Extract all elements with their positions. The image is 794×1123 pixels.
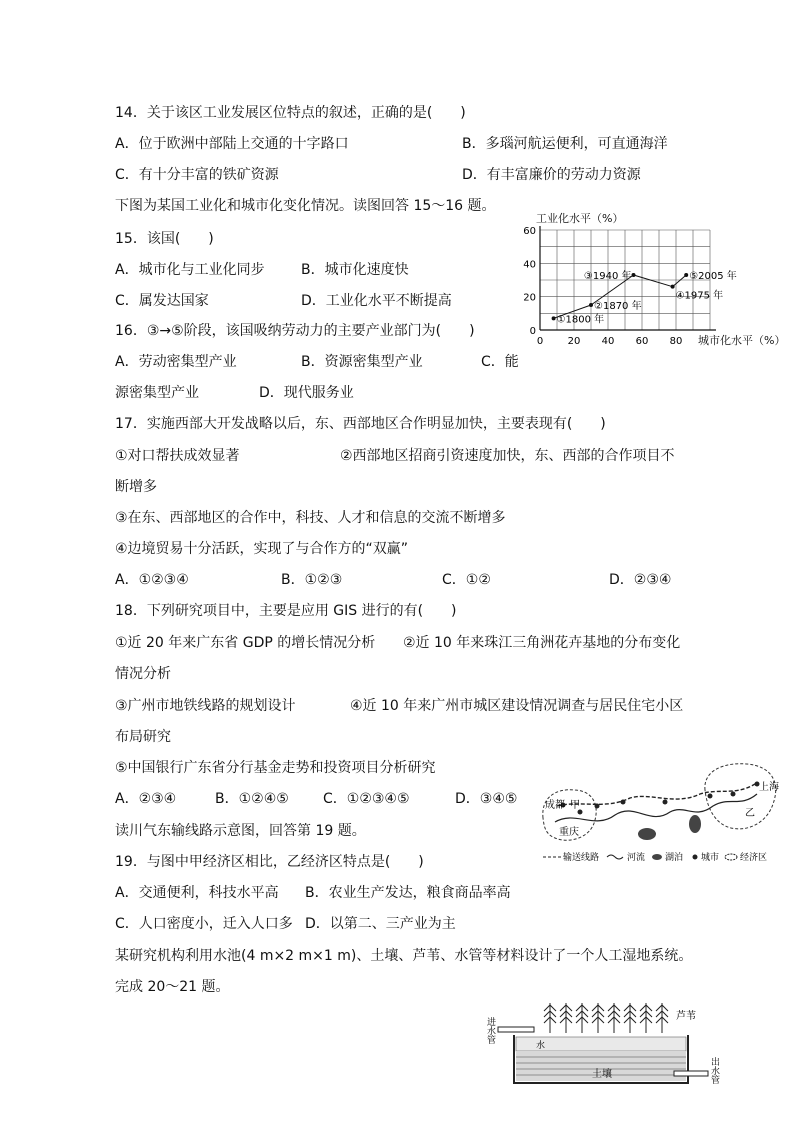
intro-20-21-line1: 某研究机构利用水池(4 m×2 m×1 m)、土壤、芦苇、水管等材料设计了一个人工湿地系统。 <box>115 948 693 964</box>
lake-2 <box>689 815 701 833</box>
pipeline-route <box>557 784 755 806</box>
q18-option-a: A．②③④ <box>115 791 177 807</box>
intro-20-21-line2: 完成 20～21 题。 <box>115 979 230 995</box>
label-water: 水 <box>536 1041 546 1051</box>
data-point <box>671 285 675 289</box>
y-tick-label: 40 <box>523 259 536 271</box>
q19-option-b: B．农业生产发达，粮食商品率高 <box>305 885 511 901</box>
q17-option-c: C．①② <box>442 572 491 588</box>
legend-economic-zone: 经济区 <box>740 853 768 863</box>
data-point <box>684 273 688 277</box>
intro-19: 读川气东输线路示意图，回答第 19 题。 <box>115 823 366 839</box>
data-label: ⑤2005 年 <box>689 271 737 282</box>
legend-pipeline: 输送线路 <box>563 853 600 863</box>
reed-plants <box>544 1003 668 1033</box>
q18-statement-3: ③广州市地铁线路的规划设计 <box>115 698 296 714</box>
q18-statement-2-part1: ②近 10 年来珠江三角洲花卉基地的分布变化 <box>403 635 681 651</box>
q18-option-c: C．①②③④⑤ <box>323 791 410 807</box>
x-tick-label: 40 <box>601 336 615 347</box>
q18-statement-2-part2: 情况分析 <box>115 666 171 682</box>
q16-option-b: B．资源密集型产业 <box>301 354 423 370</box>
data-point <box>589 303 593 307</box>
q17-option-b: B．①②③ <box>281 572 343 588</box>
series-segment <box>634 275 673 287</box>
q15-option-c: C．属发达国家 <box>115 293 209 309</box>
map-city-chengdu: 成都 <box>545 800 565 811</box>
q18-option-d: D．③④⑤ <box>455 791 518 807</box>
label-inlet: 进水管 <box>485 1017 495 1044</box>
yangtze-river <box>555 794 757 822</box>
economic-zone-yi <box>705 764 776 829</box>
label-reed: 芦苇 <box>676 1011 696 1022</box>
y-tick-label: 20 <box>523 292 536 304</box>
chart-ylabel: 工业化水平（%） <box>536 212 624 225</box>
q18-statement-4-part2: 布局研究 <box>115 729 171 745</box>
chart-xticks <box>537 336 683 347</box>
legend-river: 河流 <box>627 853 646 863</box>
map-zone-jia: 甲 <box>570 800 580 811</box>
legend-city: 城市 <box>701 853 720 863</box>
label-soil: 土壤 <box>592 1069 612 1080</box>
chart-yticks <box>523 226 536 337</box>
q16-stem: 16．③→⑤阶段，该国吸纳劳动力的主要产业部门为( ) <box>115 323 475 339</box>
q15-option-b: B．城市化速度快 <box>301 262 409 278</box>
q17-statement-2-part2: 断增多 <box>115 479 157 495</box>
chart-xlabel: 城市化水平（%） <box>698 334 786 347</box>
q17-statement-2-part1: ②西部地区招商引资速度加快，东、西部的合作项目不 <box>340 448 675 464</box>
map-city-chongqing: 重庆 <box>559 827 579 838</box>
x-tick-label: 60 <box>635 336 649 347</box>
y-tick-label: 60 <box>523 226 536 237</box>
q17-option-a: A．①②③④ <box>115 572 189 588</box>
q18-option-b: B．①②④⑤ <box>215 791 289 807</box>
data-label: ②1870 年 <box>594 301 642 312</box>
q19-option-c: C．人口密度小，迁入人口多 <box>115 916 293 932</box>
industrialization-urbanization-chart <box>500 208 790 353</box>
q15-stem: 15．该国( ) <box>115 231 214 247</box>
q17-statement-3: ③在东、西部地区的合作中，科技、人才和信息的交流不断增多 <box>115 510 506 526</box>
data-label: ①1800 年 <box>556 314 605 326</box>
q16-option-d: D．现代服务业 <box>259 385 354 401</box>
gas-pipeline-map <box>535 760 785 865</box>
artificial-wetland-diagram <box>485 997 728 1089</box>
q16-option-c-part1: C．能 <box>481 354 519 370</box>
series-segment <box>673 275 687 287</box>
legend-lake: 湖泊 <box>665 853 684 863</box>
x-tick-label: 0 <box>536 336 544 347</box>
q14-option-a: A．位于欧洲中部陆上交通的十字路口 <box>115 136 349 152</box>
lake-1 <box>638 828 656 840</box>
intro-15-16: 下图为某国工业化和城市化变化情况。读图回答 15～16 题。 <box>115 198 496 214</box>
q17-statement-1: ①对口帮扶成效显著 <box>115 448 240 464</box>
q14-option-b: B．多瑙河航运便利，可直通海洋 <box>462 136 668 152</box>
q17-statement-4: ④边境贸易十分活跃，实现了与合作方的“双赢” <box>115 541 409 557</box>
q15-option-d: D．工业化水平不断提高 <box>301 293 452 309</box>
q18-stem: 18．下列研究项目中，主要是应用 GIS 进行的有( ) <box>115 603 457 619</box>
q17-stem: 17．实施西部大开发战略以后，东、西部地区合作明显加快，主要表现有( ) <box>115 416 606 432</box>
y-tick-label: 0 <box>529 326 536 337</box>
label-outlet: 出水管 <box>709 1057 719 1084</box>
q17-option-d: D．②③④ <box>609 572 672 588</box>
q14-option-d: D．有丰富廉价的劳动力资源 <box>462 167 641 183</box>
data-point <box>632 273 636 277</box>
map-city-shanghai: 上海 <box>759 782 779 793</box>
q18-statement-4-part1: ④近 10 年来广州市城区建设情况调查与居民住宅小区 <box>350 698 684 714</box>
data-label: ④1975 年 <box>675 290 724 302</box>
q19-option-d: D．以第二、三产业为主 <box>305 916 456 932</box>
inlet-pipe <box>498 1027 534 1032</box>
data-point <box>552 316 556 320</box>
x-tick-label: 80 <box>669 336 683 347</box>
map-zone-yi: 乙 <box>745 808 755 819</box>
outlet-pipe <box>674 1071 708 1076</box>
q14-stem: 14．关于该区工业发展区位特点的叙述，正确的是( ) <box>115 105 466 121</box>
q16-option-c-part2: 源密集型产业 <box>115 385 199 401</box>
q19-option-a: A．交通便利，科技水平高 <box>115 885 279 901</box>
q19-stem: 19．与图中甲经济区相比，乙经济区特点是( ) <box>115 854 424 870</box>
q14-option-c: C．有十分丰富的铁矿资源 <box>115 167 279 183</box>
q16-option-a: A．劳动密集型产业 <box>115 354 237 370</box>
data-label: ③1940 年 <box>583 271 632 282</box>
map-legend <box>543 851 767 863</box>
q15-option-a: A．城市化与工业化同步 <box>115 262 265 278</box>
chart-series <box>552 269 737 325</box>
x-tick-label: 20 <box>567 336 581 347</box>
q18-statement-1: ①近 20 年来广东省 GDP 的增长情况分析 <box>115 635 376 651</box>
q18-statement-5: ⑤中国银行广东省分行基金走势和投资项目分析研究 <box>115 760 436 776</box>
